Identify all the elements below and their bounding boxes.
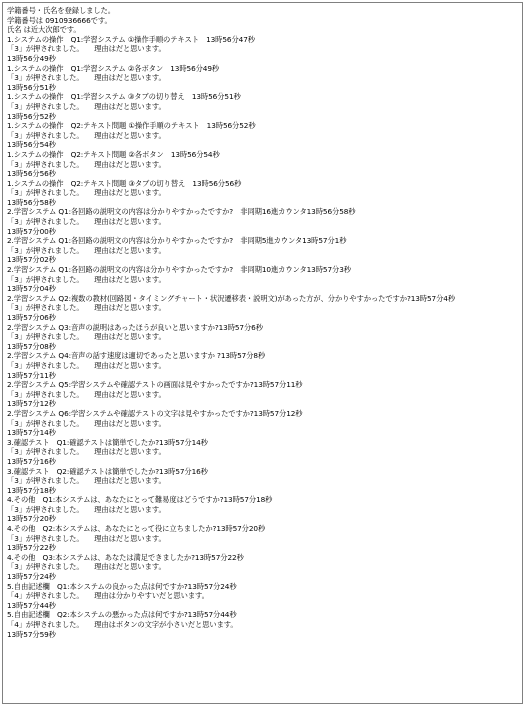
log-line: 「3」が押されました。 理由はだと思います。 <box>7 44 166 54</box>
log-line: 13時56分51秒 <box>7 82 56 92</box>
log-line: 13時57分18秒 <box>7 485 56 495</box>
log-line: 13時57分59秒 <box>7 629 56 639</box>
log-line: 13時57分22秒 <box>7 543 56 553</box>
log-line: 1.システムの操作 Q1:学習システム ③タブの切り替え 13時56分51秒 <box>7 92 241 102</box>
log-line: 「3」が押されました。 理由はだと思います。 <box>7 447 166 457</box>
log-line: 「3」が押されました。 理由はだと思います。 <box>7 332 166 342</box>
log-line: 「3」が押されました。 理由はだと思います。 <box>7 389 166 399</box>
log-line: 13時57分11秒 <box>7 370 56 380</box>
log-line: 3.確認テスト Q2:確認テストは簡単でしたか?13時57分16秒 <box>7 466 208 476</box>
log-line: 2.学習システム Q4:音声の話す速度は適切であったと思いますか ?13時57分8秒 <box>7 351 266 361</box>
log-line: 13時57分00秒 <box>7 226 56 236</box>
log-line: 「3」が押されました。 理由はだと思います。 <box>7 101 166 111</box>
log-line: 「3」が押されました。 理由はだと思います。 <box>7 159 166 169</box>
log-line: 2.学習システム Q3:音声の説明はあったほうが良いと思いますか?13時57分6秒 <box>7 322 263 332</box>
log-line: 4.その他 Q2:本システムは、あなたにとって役に立ちましたか?13時57分20秒 <box>7 524 266 534</box>
log-line: 1.システムの操作 Q1:学習システム ①操作手順のテキスト 13時56分47秒 <box>7 34 255 44</box>
log-line: 「3」が押されました。 理由はだと思います。 <box>7 274 166 284</box>
log-line: 学籍番号は 0910936666です。 <box>7 15 112 25</box>
log-line: 「4」が押されました。 理由は分かりやすいだと思います。 <box>7 591 209 601</box>
log-line: 13時56分54秒 <box>7 140 56 150</box>
log-line: 2.学習システム Q1:各回路の説明文の内容は分かりやすかったですか? 非同期16進カウンタ13時56分58秒 <box>7 207 356 217</box>
log-line: 4.その他 Q3:本システムは、あなたは満足できましたか?13時57分22秒 <box>7 552 244 562</box>
log-line: 「3」が押されました。 理由はだと思います。 <box>7 130 166 140</box>
log-line: 「3」が押されました。 理由はだと思います。 <box>7 504 166 514</box>
log-line: 2.学習システム Q1:各回路の説明文の内容は分かりやすかったですか? 非同期5進カウンタ13時57分1秒 <box>7 236 347 246</box>
log-line: 5.自由記述欄 Q2:本システムの悪かった点は何ですか?13時57分44秒 <box>7 610 237 620</box>
log-line: 「3」が押されました。 理由はだと思います。 <box>7 73 166 83</box>
log-line: 「3」が押されました。 理由はだと思います。 <box>7 217 166 227</box>
log-line: 2.学習システム Q1:各回路の説明文の内容は分かりやすかったですか? 非同期10進カウンタ13時57分3秒 <box>7 265 351 275</box>
log-line: 13時57分12秒 <box>7 399 56 409</box>
log-line: 13時57分04秒 <box>7 284 56 294</box>
log-line: 13時57分14秒 <box>7 428 56 438</box>
log-line: 「3」が押されました。 理由はだと思います。 <box>7 418 166 428</box>
log-line: 13時56分58秒 <box>7 197 56 207</box>
log-line: 13時57分06秒 <box>7 313 56 322</box>
log-line: 「3」が押されました。 理由はだと思います。 <box>7 476 166 486</box>
log-line: 13時56分56秒 <box>7 169 56 179</box>
log-text-area[interactable] <box>2 2 523 704</box>
log-line: 5.自由記述欄 Q1:本システムの良かった点は何ですか?13時57分24秒 <box>7 581 237 591</box>
log-line: 1.システムの操作 Q2:テキスト問題 ①操作手順のテキスト 13時56分52秒 <box>7 121 256 131</box>
log-line: 13時57分02秒 <box>7 255 56 265</box>
log-line: 「3」が押されました。 理由はだと思います。 <box>7 562 166 572</box>
log-line: 4.その他 Q1:本システムは、あなたにとって難易度はどうですか?13時57分18秒 <box>7 495 273 505</box>
log-line: 2.学習システム Q2:複数の教材(回路図・タイミングチャート・状況遷移表・説明文)があった方が、分かりやすかったですか?13時57分4秒 <box>7 293 456 303</box>
log-line: 「4」が押されました。 理由はボタンの文字が小さいだと思います。 <box>7 620 238 629</box>
log-line: 1.システムの操作 Q2:テキスト問題 ③タブの切り替え 13時56分56秒 <box>7 178 242 188</box>
log-line: 「3」が押されました。 理由はだと思います。 <box>7 245 166 255</box>
log-line: 氏名 は近大次郎です。 <box>7 25 81 35</box>
log-line: 13時57分08秒 <box>7 341 56 351</box>
log-line: 1.システムの操作 Q1:学習システム ②各ボタン 13時56分49秒 <box>7 63 220 73</box>
log-line: 13時57分16秒 <box>7 456 56 466</box>
log-line: 「3」が押されました。 理由はだと思います。 <box>7 188 166 198</box>
log-line: 「3」が押されました。 理由はだと思います。 <box>7 533 166 543</box>
log-line: 2.学習システム Q5:学習システムや確認テストの画面は見やすかったですか?13時57分11秒 <box>7 380 303 390</box>
log-line: 13時57分24秒 <box>7 572 56 582</box>
log-line: 「3」が押されました。 理由はだと思います。 <box>7 303 166 313</box>
log-line: 13時57分20秒 <box>7 514 56 524</box>
log-line: 13時57分44秒 <box>7 600 56 610</box>
log-line: 3.確認テスト Q1:確認テストは簡単でしたか?13時57分14秒 <box>7 437 208 447</box>
log-line: 13時56分49秒 <box>7 53 56 63</box>
log-line: 「3」が押されました。 理由はだと思います。 <box>7 360 166 370</box>
log-line: 13時56分52秒 <box>7 111 56 121</box>
log-line: 学籍番号・氏名を登録しました。 <box>7 6 115 15</box>
log-line: 1.システムの操作 Q2:テキスト問題 ②各ボタン 13時56分54秒 <box>7 149 220 159</box>
log-line: 2.学習システム Q6:学習システムや確認テストの文字は見やすかったですか?13時57分12秒 <box>7 408 303 418</box>
